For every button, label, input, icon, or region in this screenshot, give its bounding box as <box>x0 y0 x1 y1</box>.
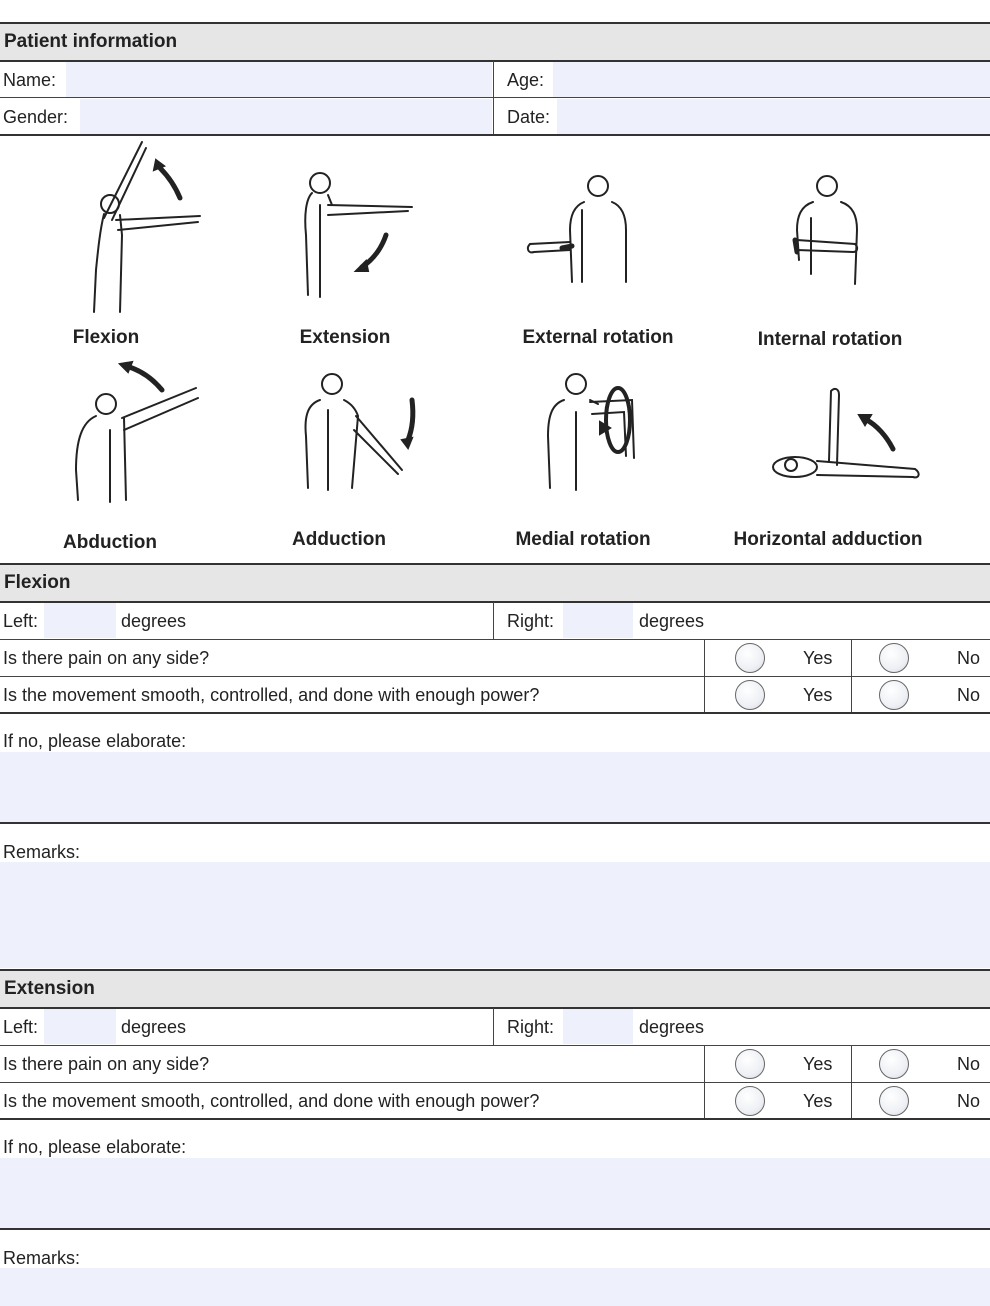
movement-caption-abduction: Abduction <box>63 532 157 553</box>
extension-right-label: Right: <box>507 1017 555 1037</box>
extension-smooth-yes-label: Yes <box>803 1091 833 1111</box>
flexion-left-degrees-field[interactable] <box>44 603 116 638</box>
extension-pain-question: Is there pain on any side? <box>3 1054 210 1074</box>
flexion-pain-no-label: No <box>957 648 981 668</box>
age-field[interactable] <box>553 62 990 97</box>
extension-smooth-no-radio[interactable] <box>879 1086 909 1116</box>
patient-info-header: Patient information <box>0 24 990 60</box>
extension-pain-no-label: No <box>957 1054 981 1074</box>
extension-section-header: Extension <box>0 971 990 1007</box>
flexion-figure-icon <box>60 140 210 320</box>
name-field[interactable] <box>66 62 492 97</box>
gender-field[interactable] <box>80 99 492 134</box>
movement-caption-horizontal-adduction: Horizontal adduction <box>733 529 923 550</box>
external-rotation-figure-icon <box>522 170 642 290</box>
date-label: Date: <box>507 107 551 127</box>
extension-pain-no-radio[interactable] <box>879 1049 909 1079</box>
extension-pain-yes-radio[interactable] <box>735 1049 765 1079</box>
internal-rotation-figure-icon <box>775 170 875 290</box>
extension-smooth-question: Is the movement smooth, controlled, and done with enough power? <box>3 1091 540 1111</box>
flexion-section-header: Flexion <box>0 565 990 601</box>
flexion-right-label: Right: <box>507 611 555 631</box>
extension-remarks-label: Remarks: <box>3 1248 81 1268</box>
flexion-smooth-no-radio[interactable] <box>879 680 909 710</box>
abduction-figure-icon <box>66 360 206 510</box>
movement-caption-external-rotation: External rotation <box>522 327 674 348</box>
extension-smooth-yes-radio[interactable] <box>735 1086 765 1116</box>
flexion-smooth-no-label: No <box>957 685 981 705</box>
flexion-remarks-label: Remarks: <box>3 842 81 862</box>
flexion-smooth-yes-label: Yes <box>803 685 833 705</box>
flexion-left-label: Left: <box>3 611 39 631</box>
movement-caption-adduction: Adduction <box>292 529 386 550</box>
extension-left-degrees-unit: degrees <box>121 1017 187 1037</box>
movement-caption-extension: Extension <box>299 327 391 348</box>
flexion-remarks-field[interactable] <box>0 862 990 968</box>
flexion-right-degrees-field[interactable] <box>563 603 633 638</box>
gender-label: Gender: <box>3 107 69 127</box>
flexion-left-degrees-unit: degrees <box>121 611 187 631</box>
flexion-elaborate-field[interactable] <box>0 752 990 822</box>
flexion-pain-yes-radio[interactable] <box>735 643 765 673</box>
extension-right-degrees-field[interactable] <box>563 1009 633 1044</box>
name-label: Name: <box>3 70 57 90</box>
flexion-smooth-question: Is the movement smooth, controlled, and done with enough power? <box>3 685 540 705</box>
extension-remarks-field[interactable] <box>0 1268 990 1306</box>
extension-left-degrees-field[interactable] <box>44 1009 116 1044</box>
medial-rotation-figure-icon <box>540 370 650 495</box>
flexion-elaborate-label: If no, please elaborate: <box>3 731 187 751</box>
flexion-pain-question: Is there pain on any side? <box>3 648 210 668</box>
extension-right-degrees-unit: degrees <box>639 1017 705 1037</box>
extension-left-label: Left: <box>3 1017 39 1037</box>
extension-figure-icon <box>290 165 420 305</box>
extension-elaborate-label: If no, please elaborate: <box>3 1137 187 1157</box>
flexion-pain-yes-label: Yes <box>803 648 833 668</box>
movement-caption-flexion: Flexion <box>72 327 140 348</box>
flexion-pain-no-radio[interactable] <box>879 643 909 673</box>
age-label: Age: <box>507 70 545 90</box>
flexion-smooth-yes-radio[interactable] <box>735 680 765 710</box>
horizontal-adduction-figure-icon <box>765 385 925 490</box>
flexion-right-degrees-unit: degrees <box>639 611 705 631</box>
extension-pain-yes-label: Yes <box>803 1054 833 1074</box>
extension-smooth-no-label: No <box>957 1091 981 1111</box>
extension-elaborate-field[interactable] <box>0 1158 990 1228</box>
movement-caption-medial-rotation: Medial rotation <box>515 529 651 550</box>
date-field[interactable] <box>557 99 990 134</box>
adduction-figure-icon <box>298 370 428 495</box>
movement-caption-internal-rotation: Internal rotation <box>757 329 903 350</box>
